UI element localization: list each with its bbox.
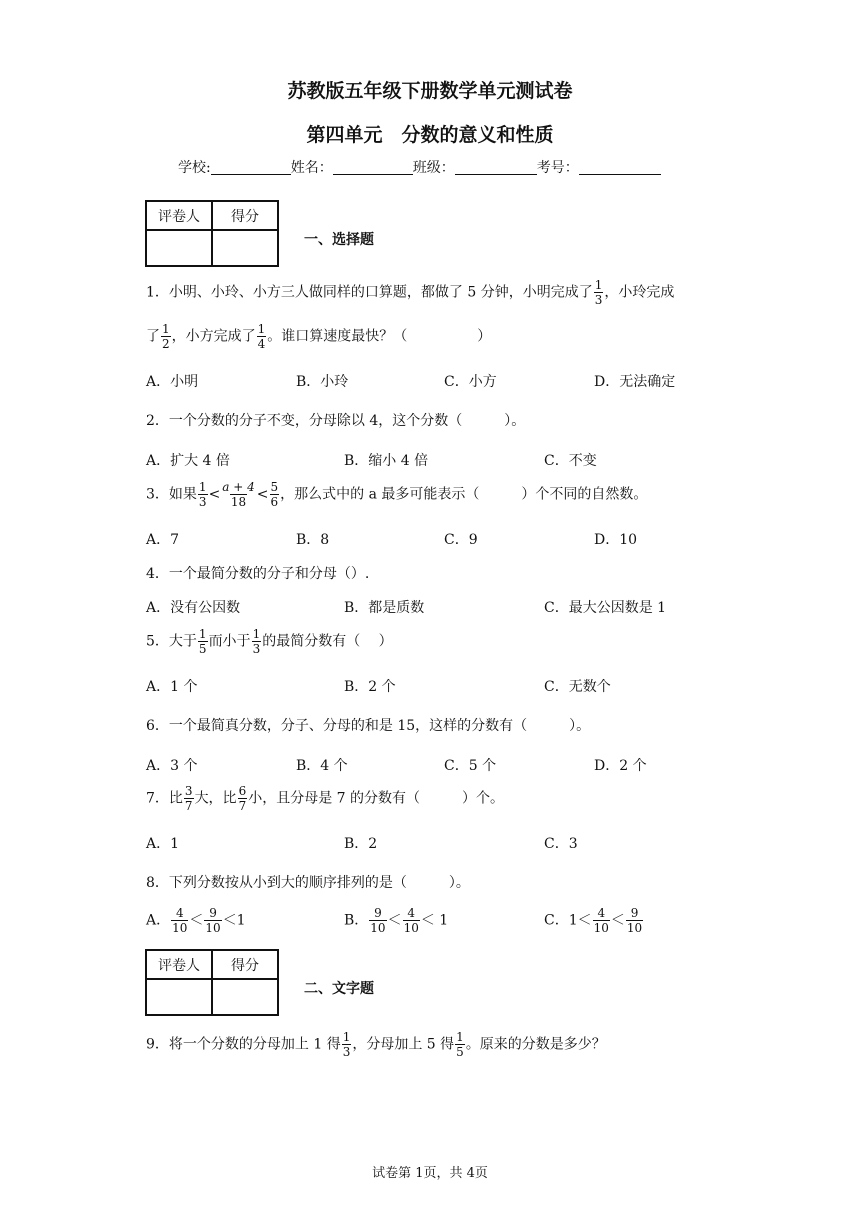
question-1-text: 1．小明、小玲、小方三人做同样的口算题，都做了 5 分钟，小明完成了 xyxy=(146,284,593,301)
fraction-one-fifth: $\frac{1}{5}$ xyxy=(198,627,207,656)
reviewer-cell xyxy=(146,230,212,266)
question-3-text-2: ，那么式中的 a 最多可能表示（ ）个不同的自然数。 xyxy=(280,486,648,503)
q5-option-b[interactable]: B．2 个 xyxy=(344,679,396,695)
less-than-sign: ＜ xyxy=(610,912,625,929)
question-9-text-2: ，分母加上 5 得 xyxy=(352,1036,455,1053)
q2-option-a[interactable]: A．扩大 4 倍 xyxy=(146,453,230,469)
page-footer: 试卷第 1页，共 4页 xyxy=(372,1166,488,1181)
school-label: 学校: xyxy=(178,160,211,176)
question-6-text: 6．一个最简真分数，分子、分母的和是 15，这样的分数有（ ）。 xyxy=(146,718,591,734)
number-blank xyxy=(579,160,661,175)
fraction-six-sevenths: $\frac{6}{7}$ xyxy=(238,784,247,813)
q7-option-c[interactable]: C．3 xyxy=(544,836,578,852)
q3-option-b[interactable]: B．8 xyxy=(296,532,330,548)
question-8-text: 8．下列分数按从小到大的顺序排列的是（ ）。 xyxy=(146,875,470,891)
q8-option-c-label: C．1＜ xyxy=(544,912,592,929)
fraction-one-fifth-q9: $\frac{1}{5}$ xyxy=(456,1030,464,1059)
score-table-1 xyxy=(145,200,279,267)
fraction-one-half: $\frac{1}{2}$ xyxy=(162,322,170,351)
reviewer-header: 评卷人 xyxy=(146,950,212,979)
q7-option-a[interactable]: A．1 xyxy=(146,836,180,852)
question-3-line xyxy=(146,480,647,509)
question-1-text-2: ，小玲完成 xyxy=(604,284,675,301)
less-than-one: ＜1 xyxy=(222,912,246,929)
q6-option-d[interactable]: D．2 个 xyxy=(594,758,647,774)
fraction-nine-tenths: $\frac{9}{10}$ xyxy=(626,906,643,935)
question-5-text-3: 的最简分数有（ ） xyxy=(262,633,393,650)
name-blank xyxy=(333,160,413,175)
question-5-text: 5．大于 xyxy=(146,633,197,650)
exam-subtitle: 第四单元 分数的意义和性质 xyxy=(306,124,554,146)
reviewer-header: 评卷人 xyxy=(146,201,212,230)
student-info-line xyxy=(178,157,661,177)
question-7-text-2: 大，比 xyxy=(194,790,237,807)
q3-option-d[interactable]: D．10 xyxy=(594,532,638,548)
q6-option-a[interactable]: A．3 个 xyxy=(146,758,198,774)
score-cell xyxy=(212,230,278,266)
question-1-line-1 xyxy=(146,278,674,307)
class-label: 班级： xyxy=(412,160,455,176)
less-than-one: ＜ 1 xyxy=(420,912,449,929)
question-9-text-3: 。原来的分数是多少？ xyxy=(465,1036,606,1053)
less-than-sign: ＜ xyxy=(387,912,402,929)
question-9-text: 9．将一个分数的分母加上 1 得 xyxy=(146,1036,341,1053)
q8-option-b[interactable] xyxy=(344,906,448,935)
fraction-one-third-q9: $\frac{1}{3}$ xyxy=(342,1030,351,1059)
question-3-text: 3．如果 xyxy=(146,486,197,503)
question-1-line-2 xyxy=(146,322,491,351)
fraction-one-third-q5: $\frac{1}{3}$ xyxy=(252,627,261,656)
fraction-four-tenths: $\frac{4}{10}$ xyxy=(593,906,609,935)
q2-option-b[interactable]: B．缩小 4 倍 xyxy=(344,453,429,469)
q8-option-c[interactable] xyxy=(544,906,644,935)
q8-option-a-label: A． xyxy=(146,912,171,929)
section-1-heading: 一、选择题 xyxy=(304,232,374,248)
fraction-nine-tenths: $\frac{9}{10}$ xyxy=(205,906,221,935)
less-than-sign: < xyxy=(256,486,269,503)
q1-option-c[interactable]: C．小方 xyxy=(444,374,497,390)
question-7-text-3: 小，且分母是 7 的分数有（ ）个。 xyxy=(248,790,505,807)
question-1-text-3: 了 xyxy=(146,328,160,345)
fraction-three-sevenths: $\frac{3}{7}$ xyxy=(184,784,193,813)
question-4-text: 4．一个最简分数的分子和分母（）. xyxy=(146,566,370,582)
question-1-text-5: 。谁口算速度最快？（ ） xyxy=(267,328,492,345)
q3-option-a[interactable]: A．7 xyxy=(146,532,180,548)
question-1-text-4: ，小方完成了 xyxy=(171,328,256,345)
class-blank xyxy=(455,160,537,175)
less-than-sign: ＜ xyxy=(189,912,204,929)
fraction-four-tenths: $\frac{4}{10}$ xyxy=(403,906,419,935)
fraction-one-third: $\frac{1}{3}$ xyxy=(594,278,603,307)
q8-option-a[interactable] xyxy=(146,906,246,935)
q6-option-b[interactable]: B．4 个 xyxy=(296,758,348,774)
section-2-heading: 二、文字题 xyxy=(304,981,374,997)
q5-option-a[interactable]: A．1 个 xyxy=(146,679,198,695)
q4-option-a[interactable]: A．没有公因数 xyxy=(146,600,241,616)
less-than-sign: < xyxy=(208,486,221,503)
q2-option-c[interactable]: C．不变 xyxy=(544,453,597,469)
q4-option-b[interactable]: B．都是质数 xyxy=(344,600,425,616)
reviewer-cell xyxy=(146,979,212,1015)
question-7-line xyxy=(146,784,504,813)
q3-option-c[interactable]: C．9 xyxy=(444,532,478,548)
fraction-one-third-q3: $\frac{1}{3}$ xyxy=(198,480,207,509)
fraction-five-sixths: $\frac{5}{6}$ xyxy=(270,480,279,509)
fraction-a-plus-4-over-18: $\frac{a + 4}{18}$ xyxy=(222,480,255,509)
exam-title: 苏教版五年级下册数学单元测试卷 xyxy=(287,80,573,102)
score-table-2 xyxy=(145,949,279,1016)
q6-option-c[interactable]: C．5 个 xyxy=(444,758,497,774)
q4-option-c[interactable]: C．最大公因数是 1 xyxy=(544,600,667,616)
number-label: 考号： xyxy=(536,160,579,176)
school-blank xyxy=(211,160,291,175)
q8-option-b-label: B． xyxy=(344,912,369,929)
question-7-text: 7．比 xyxy=(146,790,183,807)
fraction-nine-tenths: $\frac{9}{10}$ xyxy=(370,906,386,935)
score-header: 得分 xyxy=(212,950,278,979)
q1-option-b[interactable]: B．小玲 xyxy=(296,374,349,390)
question-2-text: 2．一个分数的分子不变，分母除以 4，这个分数（ ）。 xyxy=(146,413,526,429)
q7-option-b[interactable]: B．2 xyxy=(344,836,378,852)
q1-option-d[interactable]: D．无法确定 xyxy=(594,374,676,390)
question-9-line xyxy=(146,1030,606,1059)
fraction-one-fourth: $\frac{1}{4}$ xyxy=(257,322,266,351)
fraction-four-tenths: $\frac{4}{10}$ xyxy=(172,906,188,935)
q5-option-c[interactable]: C．无数个 xyxy=(544,679,611,695)
question-5-line xyxy=(146,627,393,656)
name-label: 姓名： xyxy=(290,160,333,176)
q1-option-a[interactable]: A．小明 xyxy=(146,374,199,390)
score-cell xyxy=(212,979,278,1015)
question-5-text-2: 而小于 xyxy=(208,633,251,650)
score-header: 得分 xyxy=(212,201,278,230)
